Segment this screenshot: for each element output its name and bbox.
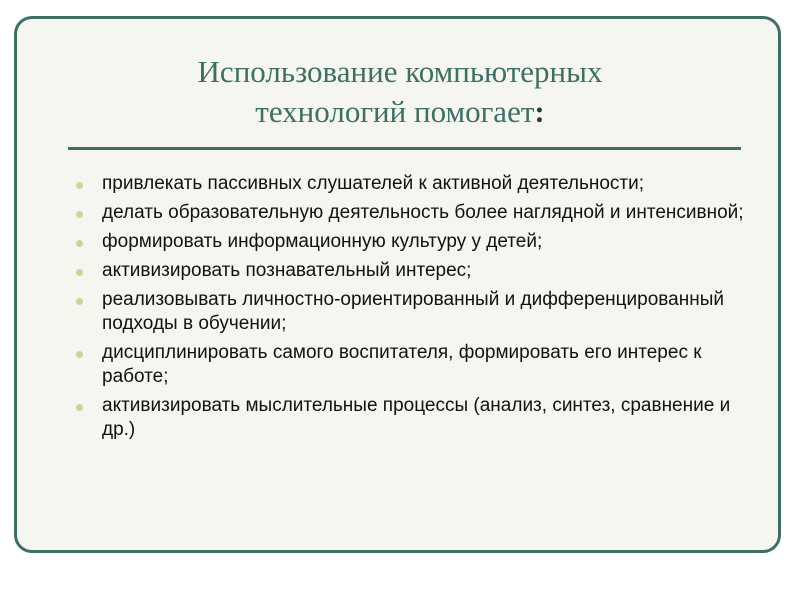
bullet-dot-icon xyxy=(76,182,83,189)
list-item-text: дисциплинировать самого воспитателя, формировать его интерес к работе; xyxy=(102,342,702,387)
bullet-dot-icon xyxy=(76,404,83,411)
slide-title xyxy=(40,52,760,132)
title-divider xyxy=(68,147,741,150)
list-item xyxy=(74,201,754,225)
list-item xyxy=(74,394,754,442)
list-item xyxy=(74,341,754,389)
list-item-text: активизировать познавательный интерес; xyxy=(102,260,472,281)
bullet-dot-icon xyxy=(76,269,83,276)
list-item xyxy=(74,230,754,254)
list-item-text: реализовывать личностно-ориентированный и дифференцированный подходы в обучении; xyxy=(102,289,724,334)
list-item-text: формировать информационную культуру у детей; xyxy=(102,231,543,252)
list-item xyxy=(74,259,754,283)
title-line-2 xyxy=(40,92,760,132)
title-line-1: Использование компьютерных xyxy=(197,54,603,89)
list-item-text: делать образовательную деятельность более наглядной и интенсивной; xyxy=(102,202,744,223)
title-colon: : xyxy=(534,94,545,129)
bullet-dot-icon xyxy=(76,351,83,358)
bullet-dot-icon xyxy=(76,240,83,247)
title-line-2-text: технологий помогает xyxy=(255,94,535,129)
list-item xyxy=(74,288,754,336)
bullet-list xyxy=(74,172,754,447)
list-item xyxy=(74,172,754,196)
bullet-dot-icon xyxy=(76,211,83,218)
list-item-text: активизировать мыслительные процессы (анализ, синтез, сравнение и др.) xyxy=(102,395,731,440)
bullet-dot-icon xyxy=(76,298,83,305)
list-item-text: привлекать пассивных слушателей к активной деятельности; xyxy=(102,173,645,194)
